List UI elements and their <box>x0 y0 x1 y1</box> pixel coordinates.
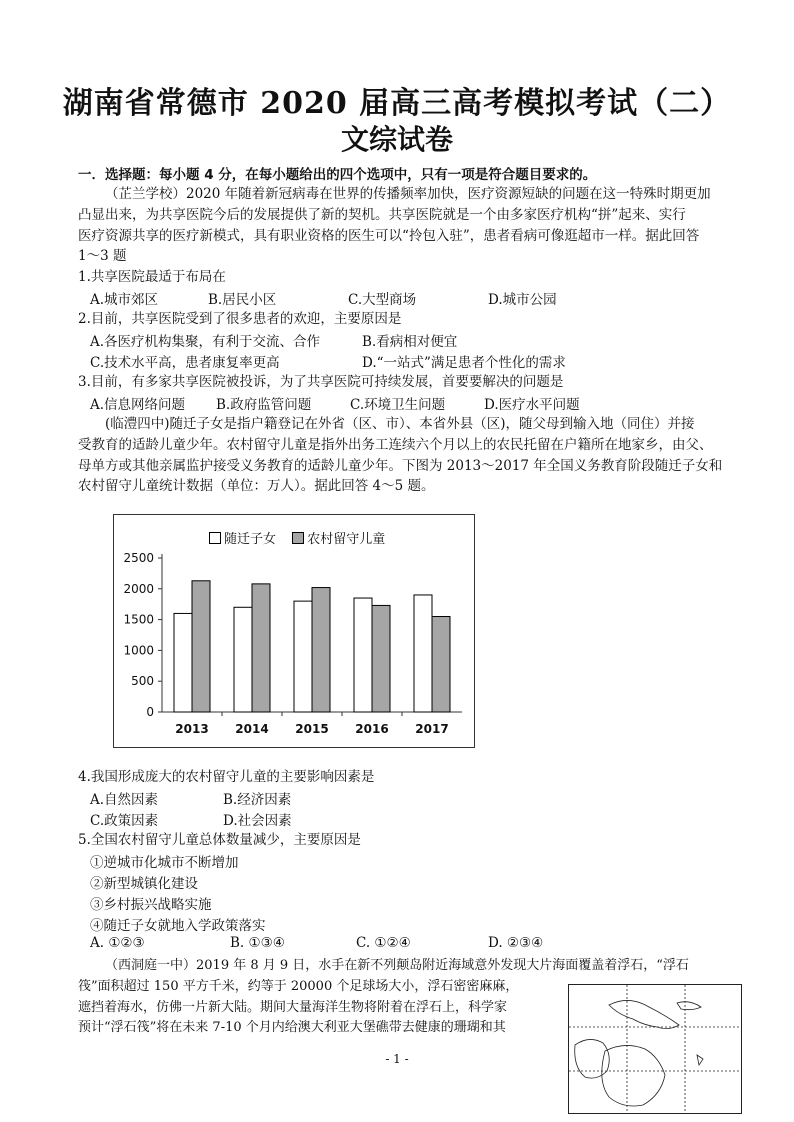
legend-label-series-1: 随迁子女 <box>224 532 277 547</box>
bar-series-2 <box>372 605 390 712</box>
bar-series-2 <box>312 588 330 712</box>
bar-series-1 <box>234 607 252 712</box>
q5-option-a: A. ①②③ <box>90 935 145 951</box>
passage-line: （芷兰学校）2020 年随着新冠病毒在世界的传播频率加快，医疗资源短缺的问题在这一特殊时期更加 <box>105 186 711 202</box>
passage-line: 凸显出来，为共享医院今后的发展提供了新的契机。共享医院就是一个由多家医疗机构“拼”起来、实行 <box>78 206 686 223</box>
y-tick-label: 500 <box>131 674 154 689</box>
q2-option-d: D.“一站式”满足患者个性化的需求 <box>362 355 566 371</box>
passage-line: 农村留守儿童统计数据（单位：万人）。据此回答 4～5 题。 <box>78 478 435 495</box>
passage-line: 筏”面积超过 150 平方千米，约等于 20000 个足球场大小，浮石密密麻麻， <box>78 978 519 994</box>
passage-line: 母单方或其他亲属监护接受义务教育的适龄儿童少年。下图为 2013～2017 年全国义务教育阶段随迁子女和 <box>78 457 723 474</box>
q5-option-b: B. ①③④ <box>230 935 285 951</box>
q1-option-b: B.居民小区 <box>208 292 277 308</box>
x-tick-label: 2015 <box>295 722 329 736</box>
paper-title: 湖南省常德市 2020 届高三高考模拟考试（二） <box>62 86 732 121</box>
q2-option-a: A.各医疗机构集聚，有利于交流、合作 <box>90 334 321 350</box>
passage-line: (临澧四中)随迁子女是指户籍登记在外省（区、市）、本省外县（区)，随父母到输入地（同住）并接 <box>105 416 695 432</box>
x-tick-label: 2016 <box>355 722 389 736</box>
passage-1 <box>78 184 726 267</box>
q5-item-1: ①逆城市化城市不断增加 <box>90 855 239 871</box>
bar-series-2 <box>432 617 450 712</box>
q5-item-2: ②新型城镇化建设 <box>90 876 198 892</box>
bar-series-1 <box>294 601 312 712</box>
bar-chart <box>113 514 473 746</box>
bar-series-1 <box>174 613 192 712</box>
y-tick-label: 2000 <box>123 581 154 596</box>
paper-subtitle: 文综试卷 <box>340 123 453 156</box>
question-5-stem: 5.全国农村留守儿童总体数量减少，主要原因是 <box>78 832 361 848</box>
q5-item-3: ③乡村振兴战略实施 <box>90 897 212 913</box>
q5-option-c: C. ①②④ <box>356 935 411 951</box>
q1-option-d: D.城市公园 <box>488 292 557 308</box>
q1-option-c: C.大型商场 <box>348 292 417 308</box>
section-heading: 一．选择题：每小题 4 分，在每小题给出的四个选项中，只有一项是符合题目要求的。 <box>78 167 597 183</box>
question-4-stem: 4.我国形成庞大的农村留守儿童的主要影响因素是 <box>78 769 375 785</box>
y-tick-label: 1500 <box>123 612 154 627</box>
q3-option-c: C.环境卫生问题 <box>350 397 446 413</box>
region-map-figure <box>568 984 742 1114</box>
x-tick-label: 2014 <box>235 722 269 736</box>
q3-option-a: A.信息网络问题 <box>90 397 186 413</box>
x-tick-label: 2013 <box>175 722 209 736</box>
y-tick-label: 0 <box>146 705 154 719</box>
question-2-stem: 2.目前，共享医院受到了很多患者的欢迎，主要原因是 <box>78 311 402 327</box>
x-tick-label: 2017 <box>415 722 449 736</box>
question-1-stem: 1.共享医院最适于布局在 <box>78 269 226 285</box>
page-number: - 1 - <box>385 1052 409 1066</box>
legend-label-series-2: 农村留守儿童 <box>307 532 386 547</box>
passage-line: 医疗资源共享的医疗新模式，具有职业资格的医生可以“拎包入驻”，患者看病可像逛超市一样。据此回答 <box>78 227 700 244</box>
map-sketch <box>569 985 741 1113</box>
q4-option-d: D.社会因素 <box>223 813 292 829</box>
bar-series-1 <box>414 595 432 712</box>
q4-option-a: A.自然因素 <box>90 792 159 808</box>
q3-option-b: B.政府监管问题 <box>216 397 312 413</box>
q1-option-a: A.城市郊区 <box>90 292 159 308</box>
passage-line: （西洞庭一中）2019 年 8 月 9 日，水手在新不列颠岛附近海域意外发现大片海面覆盖着浮石，“浮石 <box>105 958 689 973</box>
q3-option-d: D.医疗水平问题 <box>484 397 580 413</box>
y-tick-label: 2500 <box>123 551 154 565</box>
passage-2 <box>78 414 726 497</box>
q2-option-b: B.看病相对便宜 <box>362 334 458 350</box>
bar-series-1 <box>354 598 372 712</box>
passage-line: 1～3 题 <box>78 248 127 265</box>
y-tick-label: 1000 <box>123 643 154 658</box>
q5-option-d: D. ②③④ <box>488 935 544 951</box>
question-3-stem: 3.目前，有多家共享医院被投诉，为了共享医院可持续发展，首要要解决的问题是 <box>78 374 564 390</box>
q4-option-b: B.经济因素 <box>223 792 292 808</box>
passage-line: 受教育的适龄儿童少年。农村留守儿童是指外出务工连续六个月以上的农民托留在户籍所在地家乡，由父、 <box>78 436 713 453</box>
bar-series-2 <box>192 581 210 712</box>
q2-option-c: C.技术水平高，患者康复率更高 <box>90 355 280 371</box>
passage-line: 遮挡着海水，仿佛一片新大陆。期间大量海洋生物将附着在浮石上，科学家 <box>78 999 508 1015</box>
q4-option-c: C.政策因素 <box>90 813 159 829</box>
passage-line: 预计“浮石筏”将在未来 7-10 个月内给澳大利亚大堡礁带去健康的珊瑚和其 <box>78 1020 506 1036</box>
bar-series-2 <box>252 584 270 712</box>
q5-item-4: ④随迁子女就地入学政策落实 <box>90 918 266 934</box>
